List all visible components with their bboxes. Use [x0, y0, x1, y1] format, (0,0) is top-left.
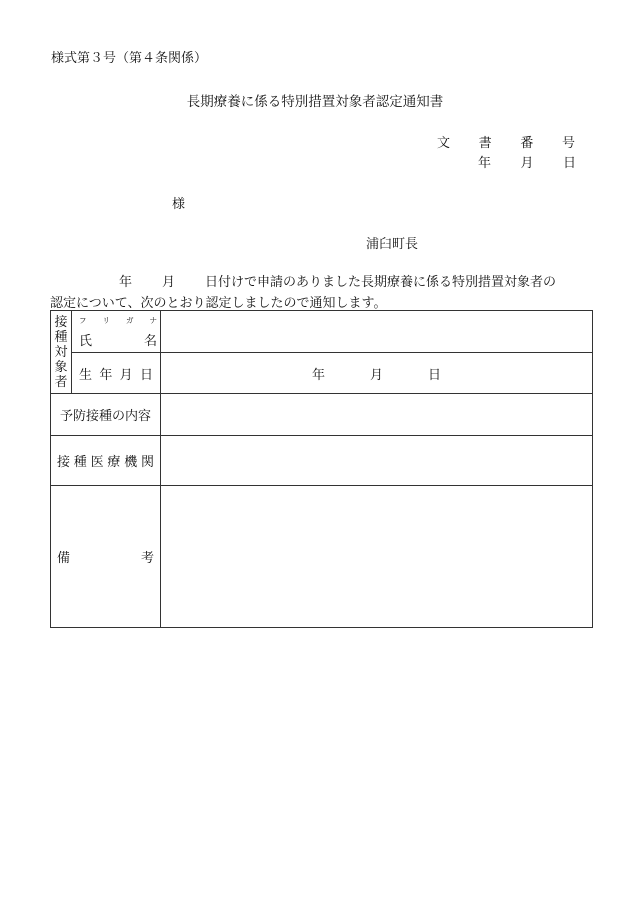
institution-char: 機 [124, 455, 138, 470]
doc-number-char: 号 [561, 136, 575, 151]
body-text-line-2: 認定について、次のとおり認定しましたので通知します。 [50, 296, 387, 311]
institution-char: 関 [140, 455, 154, 470]
institution-char: 療 [107, 455, 121, 470]
remarks-label [51, 547, 160, 566]
furigana-char: ガ [126, 316, 134, 325]
dob-field[interactable] [161, 353, 593, 394]
form-number: 様式第３号（第４条関係） [51, 51, 208, 66]
date-day-char: 日 [562, 156, 576, 171]
medical-institution-label [51, 451, 160, 470]
doc-number-char: 文 [437, 136, 451, 151]
doc-number-char: 書 [478, 136, 492, 151]
dob-label-char: 月 [119, 367, 133, 383]
name-char: 氏 [79, 334, 93, 349]
table-row-remarks [51, 486, 593, 628]
dob-label-char: 日 [139, 367, 153, 383]
name-field[interactable] [161, 311, 593, 353]
issuer-name: 浦臼町長 [366, 237, 419, 252]
dob-label-char: 生 [79, 367, 93, 383]
subject-label-char: 者 [54, 374, 68, 390]
dob-label-cell [72, 353, 161, 394]
dob-label [72, 364, 160, 383]
subject-label-char: 接 [54, 314, 68, 330]
furigana-label [79, 315, 157, 326]
subject-label-char: 対 [54, 344, 68, 360]
vaccination-content-field[interactable] [161, 394, 593, 436]
date-year-char: 年 [478, 156, 492, 171]
dob-year-char: 年 [311, 367, 325, 383]
table-row-dob [51, 353, 593, 394]
doc-number-char: 番 [520, 136, 534, 151]
issue-date-line [478, 152, 576, 171]
table-row-vaccination [51, 394, 593, 436]
name-label [79, 330, 157, 349]
remarks-char: 考 [140, 551, 154, 566]
body-month-char: 月 [162, 275, 176, 290]
dob-month-char: 月 [369, 367, 383, 383]
remarks-label-cell [51, 486, 161, 628]
institution-char: 接 [57, 455, 71, 470]
vaccination-content-label: 予防接種の内容 [51, 394, 161, 436]
furigana-char: リ [102, 316, 110, 325]
dob-day-char: 日 [427, 367, 441, 383]
remarks-char: 備 [57, 551, 71, 566]
name-char: 名 [143, 334, 157, 349]
remarks-field[interactable] [161, 486, 593, 628]
subject-label-char: 象 [54, 359, 68, 375]
subject-label [51, 311, 72, 394]
name-label-cell [72, 311, 161, 353]
medical-institution-label-cell [51, 436, 161, 486]
dob-label-char: 年 [99, 367, 113, 383]
furigana-char: ナ [149, 316, 157, 325]
institution-char: 医 [90, 455, 104, 470]
body-text-line-1 [50, 271, 591, 290]
subject-label-char: 種 [54, 329, 68, 345]
date-month-char: 月 [520, 156, 534, 171]
medical-institution-field[interactable] [161, 436, 593, 486]
certification-table [50, 310, 593, 628]
document-number-label [437, 132, 575, 151]
dob-value [161, 364, 592, 383]
institution-char: 種 [73, 455, 87, 470]
table-row-institution [51, 436, 593, 486]
body-line1-rest: 日付けで申請のありました長期療養に係る特別措置対象者の [205, 275, 557, 290]
addressee-suffix: 様 [172, 197, 186, 212]
furigana-char: フ [79, 316, 87, 325]
document-title: 長期療養に係る特別措置対象者認定通知書 [186, 94, 444, 110]
table-row-name [51, 311, 593, 353]
body-year-char: 年 [119, 275, 133, 290]
